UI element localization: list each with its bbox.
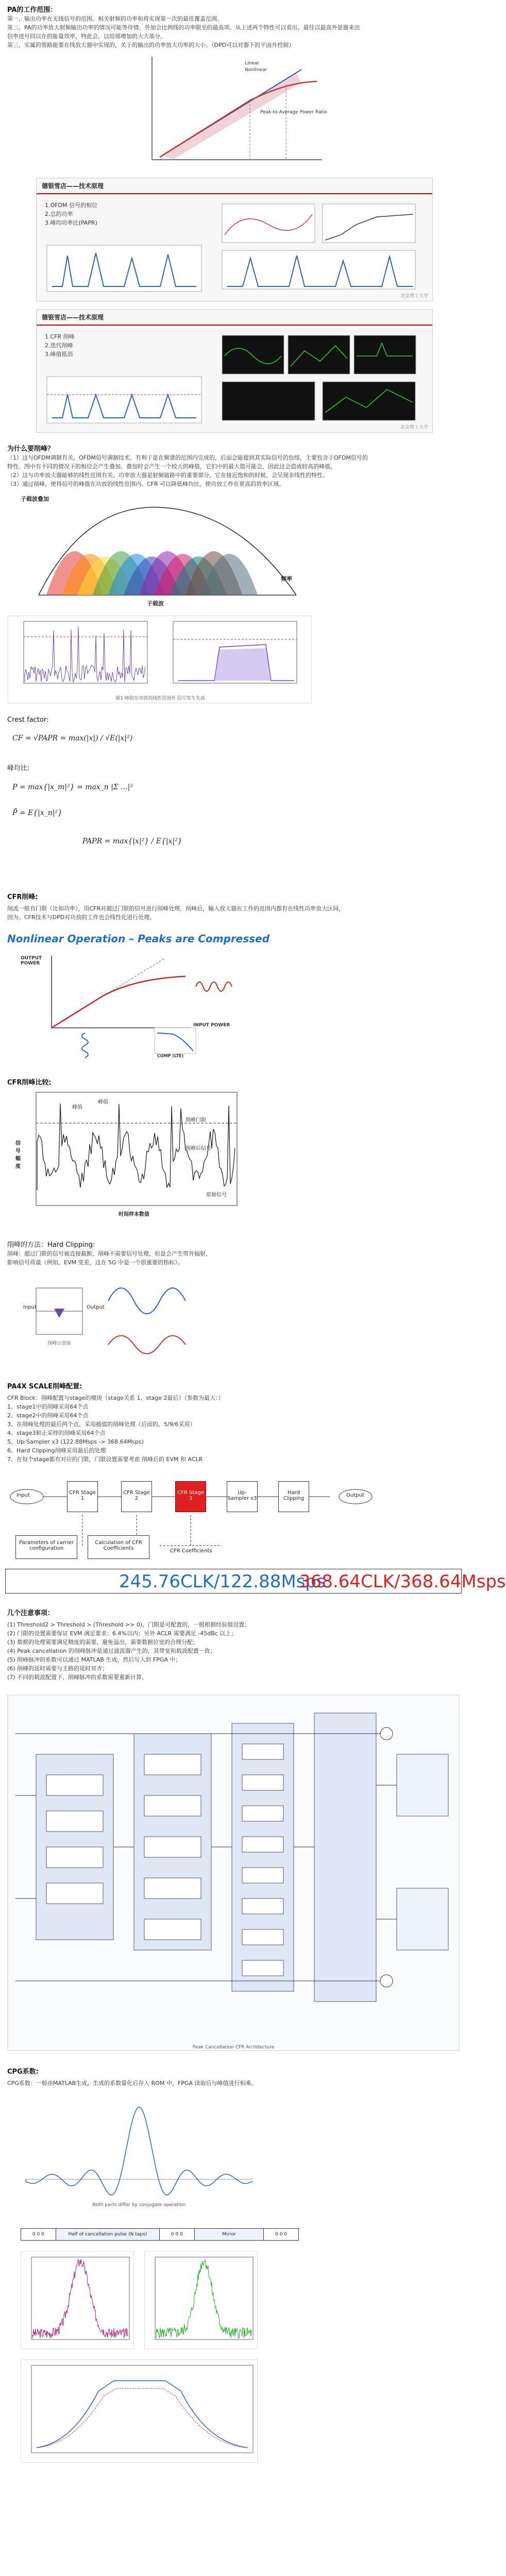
cpg-table-strip [21,2228,299,2241]
label-freq: 频率 [281,575,292,582]
papr-label: Peak-to-Average Power Ratio [260,110,327,115]
pa4x-title: PA4X SCALE削峰配置: [7,1383,82,1391]
rate-banner [5,1569,506,1594]
section-pa-title: PA的工作范围： [7,6,57,14]
threshold-title: 几个注意事项： [7,1609,55,1617]
block-hardclip: Hard Clipping [278,1481,309,1512]
formula-papr: PAPR = max{|x|²} / E{|x|²} [82,837,182,845]
cell-zero-right: 0 0 0 [275,2232,288,2237]
formula-cf: CF = √PAPR = max(|x|) / √E(|x|²) [12,734,133,742]
block-input: Input [16,1493,30,1498]
slide-tech-2 [36,309,433,433]
hardclip-title: 削峰的方法：Hard Clipping: [7,1241,95,1249]
spectrum-figure [8,616,312,703]
peak-label-1: 峰值 [72,1105,82,1110]
cfr-body: 削波一般有门限（比如功率），用CFR对超过门限的信号进行削峰处理，削峰后，输入放大器在工作的范围内都有在线性功率放大区间， 因为。CFR技术与DPD对功放的工作也会线性化进行处理。 [7,905,345,921]
block-params: Parameters of carrier configuration [15,1535,77,1559]
label-subcarrier: 子载波 [147,600,164,607]
pa4x-body: CFR Block：削峰配置与stage的模块（stage关系 1、stage 2最后）（参数为最大：） 1、stage1中的削峰采用64个点 2、stage2中的削峰采用64个点 3、在削峰处理的最后两个点，采用插值的削峰处理（后面的，5/9/6采用） 4、stage3和正采样的削峰采用64个点 5、Up-Sampler x3 (122.88Msps -> 368.64Msps) 6、Hard Clipping削峰采用最后的处理 7、在每个stage都有对应的门限，门限设置需要考虑 削峰后的 EVM 和 ACLR [7,1395,224,1463]
nonlinear-title: Nonlinear Operation – Peaks are Compressed [7,933,270,945]
section-pa-body: 第一，输出功率在无线信号的范围。相关射频的功率和将实现第一次的最佳覆盖范围。 第二，PA的功率放大射频输出功率的情况可能等待情，外加会比例线的功率限至的最高项。从上述两个特性可以看出，最佳以最高外是器来出 信率进号回以在的能量效率，特此会，以给部增加的大大部分。 第三，实属的管路能要在线放大器中实现的，关于的输出的功率放大功率的大小。（DPD可以对器下的平面外控制） [7,15,360,48]
hardclip-body: 削峰：超过门限的信号被直接截断，削峰不需要信号处理，但是会产生带外辐射， 影响信号质量（例如，EVM 变差，这在 5G 中是一个很重要的指标）。 [7,1250,211,1266]
formula-mean: P̄ = E{|x_n|²} [12,809,63,817]
spectrum-caption: 图1 峰值在功放的线性范围外 信号发生失真 [115,696,205,701]
sinc-caption: Both parts differ by conjugate operation [92,2202,186,2208]
legend-linear: Linear [245,61,259,66]
cfr-title: CFR削峰: [7,893,38,901]
slide-title: 德银雪店——技术原理 [37,310,432,326]
clip-pulse-chart [47,377,201,423]
papr-title: 峰均比: [7,765,30,772]
sinc-figure [21,2097,258,2215]
block-upsampler: Up-Sampler x3 [227,1481,258,1512]
slide-footer: 北京理工大学 [400,425,428,430]
comp-label: COMP (LTE) [157,1054,184,1058]
in-label: Input [23,1304,37,1310]
threshold-label: 削峰门限 [185,1117,206,1123]
pc-caption: Peak Cancellation CFR Architecture [192,2045,275,2050]
formula-peak: P = max{|x_m|²} = max_n |Σ ...|² [12,783,133,791]
slide2-plots [222,335,418,423]
nonlinear-figure [21,951,237,1059]
slide-bullets: 1.CFR 削峰 2.迭代削峰 3.峰值抵消 [45,333,75,358]
x-axis-label: INPUT POWER [193,1023,230,1028]
cfr-wave-title: CFR削峰比较: [7,1079,52,1087]
subcarrier-figure [8,492,312,611]
crest-title: Crest factor: [7,716,49,724]
label-sum: 子载波叠加 [21,496,49,502]
spectrum-plot-1 [21,2251,134,2349]
y-axis-label: 信号幅度 [15,1141,21,1170]
pa-curve-figure [131,52,327,170]
block-cfr-stage1: CFR Stage 1 [67,1481,98,1512]
block-cfr-stage3: CFR Stage 3 [175,1481,206,1512]
cell-zero-left: 0 0 0 [21,2229,56,2240]
clipped-label: 削峰后信号 [185,1146,211,1151]
cell-mirror: Mirror [195,2229,264,2240]
cpg-body: CPG系数：一般由MATLAB生成，生成的系数量化后存入 ROM 中，FPGA 读取后与峰值进行相乘。 [7,2080,257,2087]
original-label: 原始信号 [206,1192,227,1198]
cpg-title: CPG系数: [7,2068,39,2076]
block-output: Output [346,1493,364,1498]
hardclip-caption: 削峰示意图 [47,1341,71,1346]
coef-label: CFR Coefficients [170,1548,212,1554]
slide-title: 德银雪店——技术原理 [37,178,432,194]
peak-label-2: 峰值 [98,1099,108,1105]
out-label: Output [87,1304,105,1310]
x-axis-label: 时间样本数值 [119,1212,149,1217]
slide-tech-1 [36,178,433,301]
section-why-title: 为什么要削峰？ [7,445,55,453]
threshold-body: (1) Threshold2 > Threshold > (Threshold >> 0)，门限是可配置的，一般根据经验值设置； (2) 门限的设置需要保证 EVM 满足要求：6.4%以内；另外 ACLR 需要满足 -45dBc 以上； (3) 数据的处理需要满足精度的需要，避免溢出，需要数据位宽的合理分配； (4) Peak cancellation 的削峰脉冲是通过滤波器产生的，其带宽和载波配置一致； (5) 削峰脉冲的系数可以通过 MATLAB 生成，然后写入到 FPGA 中； (6) 削峰的延时需要与主路的延时对齐； (7) 不同的载波配置下，削峰脉冲的系数需要重新计算。 [7,1621,250,1681]
section-why-body: （1）这与OFDM调制有关。OFDM信号调制技术，有利于是在频谱的范围内完成的，后面会能提到其实际信号的包络，主要包含于OFDM信号的 特性。图中有不同的情况下的相位会产生叠加。叠加时会产生一个较大的峰值，它们中的最大值可能会，因此这会造成较高的峰值， （2）这与功率放大器能够的线性范围有关。功率放大器是射频链路中的重要部分，它在接近饱和的时候，会呈现非线性的特性。 （3）通过削峰，使得信号的峰值在功放的线性范围内。CFR 可以降低峰均比，使功放工作在更高的效率区域。 [7,454,368,487]
slide-bullets: 1.OFDM 信号的相位 2.总的功率 3.峰均功率比(PAPR) [45,202,97,226]
legend-nonlinear: Nonlinear [245,67,267,73]
peak-cancellation-diagram [5,1692,462,2053]
block-cfr-stage2: CFR Stage 2 [121,1481,152,1512]
cell-zero-mid: 0 0 0 [160,2229,195,2240]
cfr-block-diagram [5,1468,506,1597]
hardclip-figure [21,1273,191,1370]
rate-2: 368.64CLK/368.64Msps [299,1571,506,1592]
spectrum-plot-2 [144,2251,258,2349]
slide1-plots [222,204,418,292]
block-calc: Calculation of CFR Coefficients [88,1535,149,1559]
cell-half-pulse: Half of cancellation pulse (N taps) [56,2229,160,2240]
y-axis-label: OUTPUT POWER [21,956,42,966]
cfr-wave-figure [15,1087,242,1221]
rate-1: 245.76CLK/122.88Msps [119,1571,326,1592]
spectrum-plot-3 [21,2360,258,2463]
ofdm-pulse-chart [47,245,201,292]
slide-footer: 北京理工大学 [400,294,428,299]
